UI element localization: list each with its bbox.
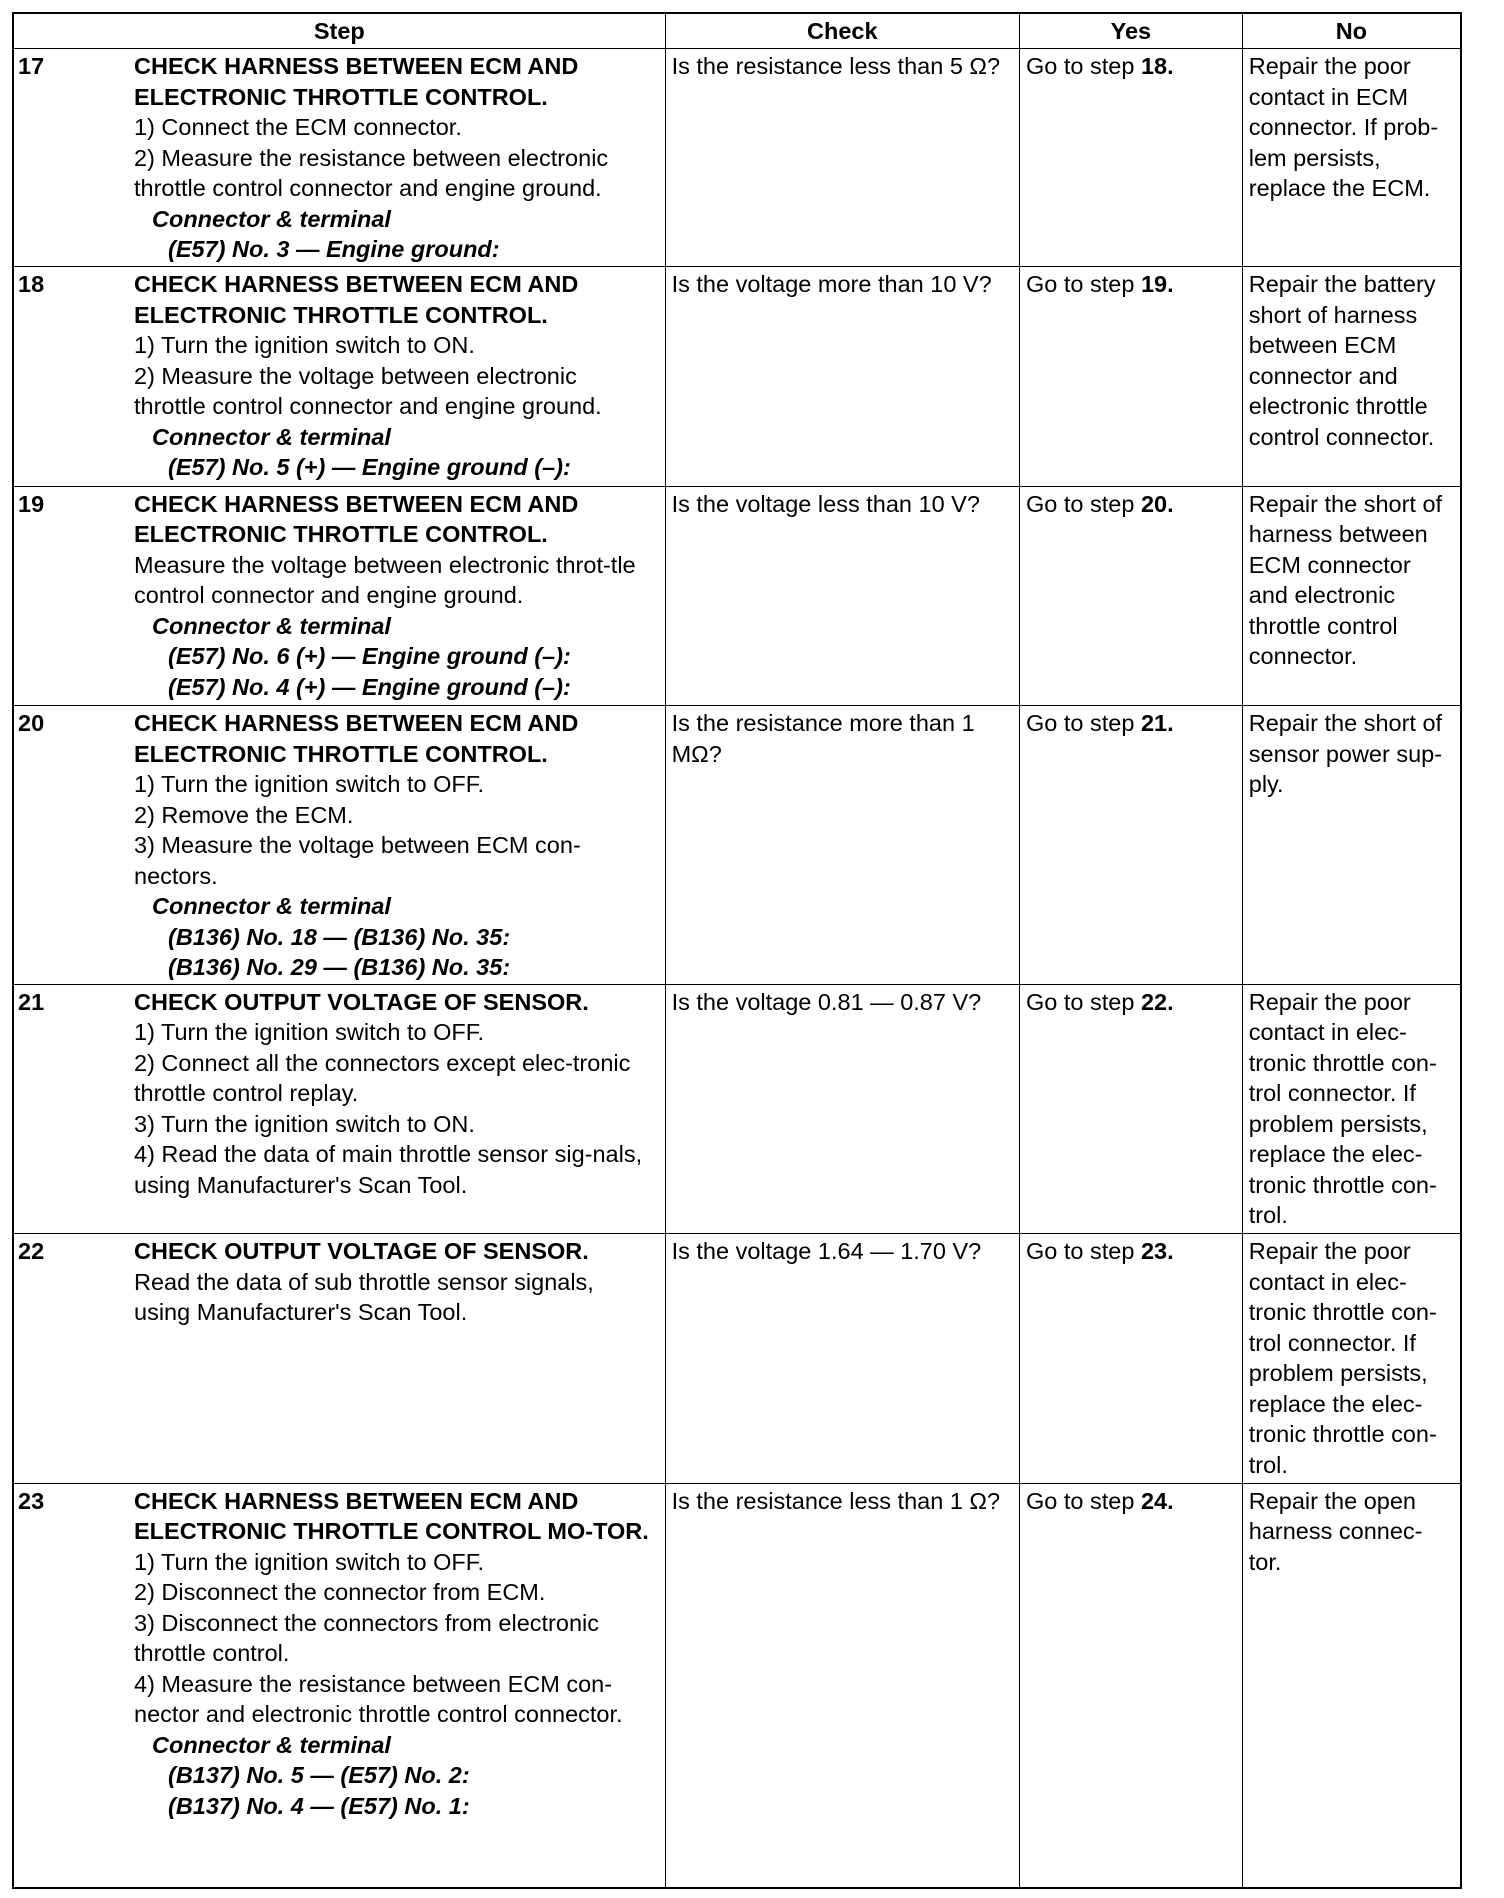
table-header-row — [13, 13, 1461, 49]
step-instruction: 2) Remove the ECM. — [134, 801, 354, 828]
step-title: CHECK HARNESS BETWEEN ECM AND ELECTRONIC THROTTLE CONTROL. — [134, 490, 579, 548]
yes-cell — [1019, 984, 1242, 1233]
step-body — [134, 1486, 659, 1822]
step-number: 19 — [18, 490, 45, 517]
yes-prefix: Go to step — [1025, 1487, 1141, 1514]
connector-terminal-spec: (E57) No. 6 (+) — Engine ground (–): — [168, 643, 571, 670]
step-instruction: 1) Turn the ignition switch to OFF. — [134, 1019, 485, 1046]
step-body — [134, 1236, 659, 1328]
no-cell: Repair the short of harness between ECM connector and electronic throttle control connector. — [1242, 486, 1461, 705]
step-body — [134, 51, 659, 265]
yes-prefix: Go to step — [1025, 710, 1141, 737]
step-instruction: 3) Measure the voltage between ECM con-nectors. — [134, 832, 581, 889]
header-check: Check — [665, 13, 1019, 49]
yes-cell — [1019, 1483, 1242, 1888]
step-title: CHECK OUTPUT VOLTAGE OF SENSOR. — [134, 988, 589, 1015]
step-title: CHECK HARNESS BETWEEN ECM AND ELECTRONIC THROTTLE CONTROL. — [134, 271, 579, 328]
step-instruction: 2) Disconnect the connector from ECM. — [134, 1579, 546, 1606]
yes-cell — [1019, 486, 1242, 705]
table-row — [13, 984, 1461, 1233]
step-body — [134, 269, 659, 483]
table-row — [13, 49, 1461, 267]
step-instruction: 3) Turn the ignition switch to ON. — [134, 1110, 475, 1137]
connector-terminal-spec: (B136) No. 29 — (B136) No. 35: — [168, 954, 511, 981]
connector-terminal-heading: Connector & terminal — [152, 612, 391, 639]
yes-cell — [1019, 49, 1242, 267]
step-body — [134, 489, 659, 703]
table-row — [13, 1483, 1461, 1888]
step-number: 17 — [18, 53, 45, 79]
step-instruction: 2) Measure the voltage between electronic throttle control connector and engine ground. — [134, 362, 602, 420]
connector-terminal-heading: Connector & terminal — [152, 1731, 391, 1758]
step-cell — [13, 706, 665, 985]
no-cell: Repair the short of sensor power sup-ply. — [1242, 706, 1461, 985]
yes-step-number: 23. — [1140, 1238, 1174, 1265]
table-row — [13, 267, 1461, 486]
check-cell: Is the voltage more than 10 V? — [665, 267, 1019, 486]
step-instruction: 4) Read the data of main throttle sensor sig-nals, using Manufacturer's Scan Tool. — [134, 1141, 643, 1198]
table-body — [13, 49, 1461, 1889]
step-number: 23 — [18, 1487, 45, 1514]
yes-cell — [1019, 267, 1242, 486]
yes-prefix: Go to step — [1025, 988, 1141, 1015]
step-title: CHECK OUTPUT VOLTAGE OF SENSOR. — [134, 1238, 589, 1265]
step-instruction: 2) Measure the resistance between electronic throttle control connector and engine ground. — [134, 144, 609, 201]
step-cell — [13, 984, 665, 1233]
check-cell: Is the resistance less than 5 Ω? — [665, 49, 1019, 267]
yes-cell — [1019, 1234, 1242, 1483]
check-cell: Is the resistance more than 1 MΩ? — [665, 706, 1019, 985]
yes-step-number: 21. — [1140, 710, 1174, 737]
step-body — [134, 987, 659, 1201]
step-instruction: Measure the voltage between electronic throt-tle control connector and engine ground. — [134, 551, 636, 609]
step-title: CHECK HARNESS BETWEEN ECM AND ELECTRONIC THROTTLE CONTROL MO-TOR. — [134, 1487, 649, 1545]
no-cell: Repair the battery short of harness between ECM connector and electronic throttle control connector. — [1242, 267, 1461, 486]
table-row — [13, 1234, 1461, 1483]
connector-terminal-heading: Connector & terminal — [152, 423, 391, 450]
step-title: CHECK HARNESS BETWEEN ECM AND ELECTRONIC THROTTLE CONTROL. — [134, 710, 579, 767]
step-instruction: 1) Connect the ECM connector. — [134, 114, 462, 140]
header-no: No — [1242, 13, 1461, 49]
step-cell — [13, 267, 665, 486]
yes-step-number: 24. — [1140, 1487, 1174, 1514]
connector-terminal-spec: (E57) No. 3 — Engine ground: — [168, 236, 500, 262]
connector-terminal-spec: (B136) No. 18 — (B136) No. 35: — [168, 923, 511, 950]
connector-terminal-heading: Connector & terminal — [152, 893, 391, 920]
check-cell: Is the resistance less than 1 Ω? — [665, 1483, 1019, 1888]
yes-prefix: Go to step — [1025, 271, 1141, 298]
yes-step-number: 18. — [1140, 53, 1174, 79]
step-number: 20 — [18, 710, 45, 737]
yes-step-number: 22. — [1140, 988, 1174, 1015]
step-number: 22 — [18, 1238, 45, 1265]
step-body — [134, 708, 659, 983]
no-cell: Repair the poor contact in elec-tronic throttle con-trol connector. If problem persists, replace the elec-tronic throttle con-trol. — [1242, 984, 1461, 1233]
step-cell — [13, 486, 665, 705]
step-instruction: 1) Turn the ignition switch to OFF. — [134, 1548, 485, 1575]
step-cell — [13, 49, 665, 267]
yes-cell — [1019, 706, 1242, 985]
check-cell: Is the voltage 0.81 — 0.87 V? — [665, 984, 1019, 1233]
header-step: Step — [13, 13, 665, 49]
check-cell: Is the voltage 1.64 — 1.70 V? — [665, 1234, 1019, 1483]
step-instruction: Read the data of sub throttle sensor signals, using Manufacturer's Scan Tool. — [134, 1268, 594, 1326]
connector-terminal-spec: (E57) No. 5 (+) — Engine ground (–): — [168, 454, 571, 481]
connector-terminal-spec: (E57) No. 4 (+) — Engine ground (–): — [168, 673, 571, 700]
step-number: 18 — [18, 271, 45, 298]
yes-prefix: Go to step — [1025, 490, 1141, 517]
step-instruction: 1) Turn the ignition switch to OFF. — [134, 771, 485, 798]
yes-step-number: 20. — [1140, 490, 1174, 517]
yes-prefix: Go to step — [1025, 53, 1141, 79]
no-cell: Repair the open harness connec-tor. — [1242, 1483, 1461, 1888]
step-cell — [13, 1483, 665, 1888]
header-yes: Yes — [1019, 13, 1242, 49]
diagnostic-table — [12, 12, 1462, 1889]
no-cell: Repair the poor contact in elec-tronic throttle con-trol connector. If problem persists, replace the elec-tronic throttle con-trol. — [1242, 1234, 1461, 1483]
step-instruction: 2) Connect all the connectors except elec-tronic throttle control replay. — [134, 1049, 631, 1107]
table-row — [13, 486, 1461, 705]
step-instruction: 1) Turn the ignition switch to ON. — [134, 332, 475, 359]
connector-terminal-spec: (B137) No. 5 — (E57) No. 2: — [168, 1762, 470, 1789]
yes-prefix: Go to step — [1025, 1238, 1141, 1265]
connector-terminal-heading: Connector & terminal — [152, 205, 391, 232]
step-instruction: 3) Disconnect the connectors from electronic throttle control. — [134, 1609, 599, 1667]
no-cell: Repair the poor contact in ECM connector. If prob-lem persists, replace the ECM. — [1242, 49, 1461, 267]
check-cell: Is the voltage less than 10 V? — [665, 486, 1019, 705]
connector-terminal-spec: (B137) No. 4 — (E57) No. 1: — [168, 1792, 470, 1819]
yes-step-number: 19. — [1140, 271, 1174, 298]
table-row — [13, 706, 1461, 985]
step-number: 21 — [18, 988, 45, 1015]
step-cell — [13, 1234, 665, 1483]
step-title: CHECK HARNESS BETWEEN ECM AND ELECTRONIC THROTTLE CONTROL. — [134, 53, 579, 110]
step-instruction: 4) Measure the resistance between ECM con-nector and electronic throttle control connector. — [134, 1670, 623, 1728]
